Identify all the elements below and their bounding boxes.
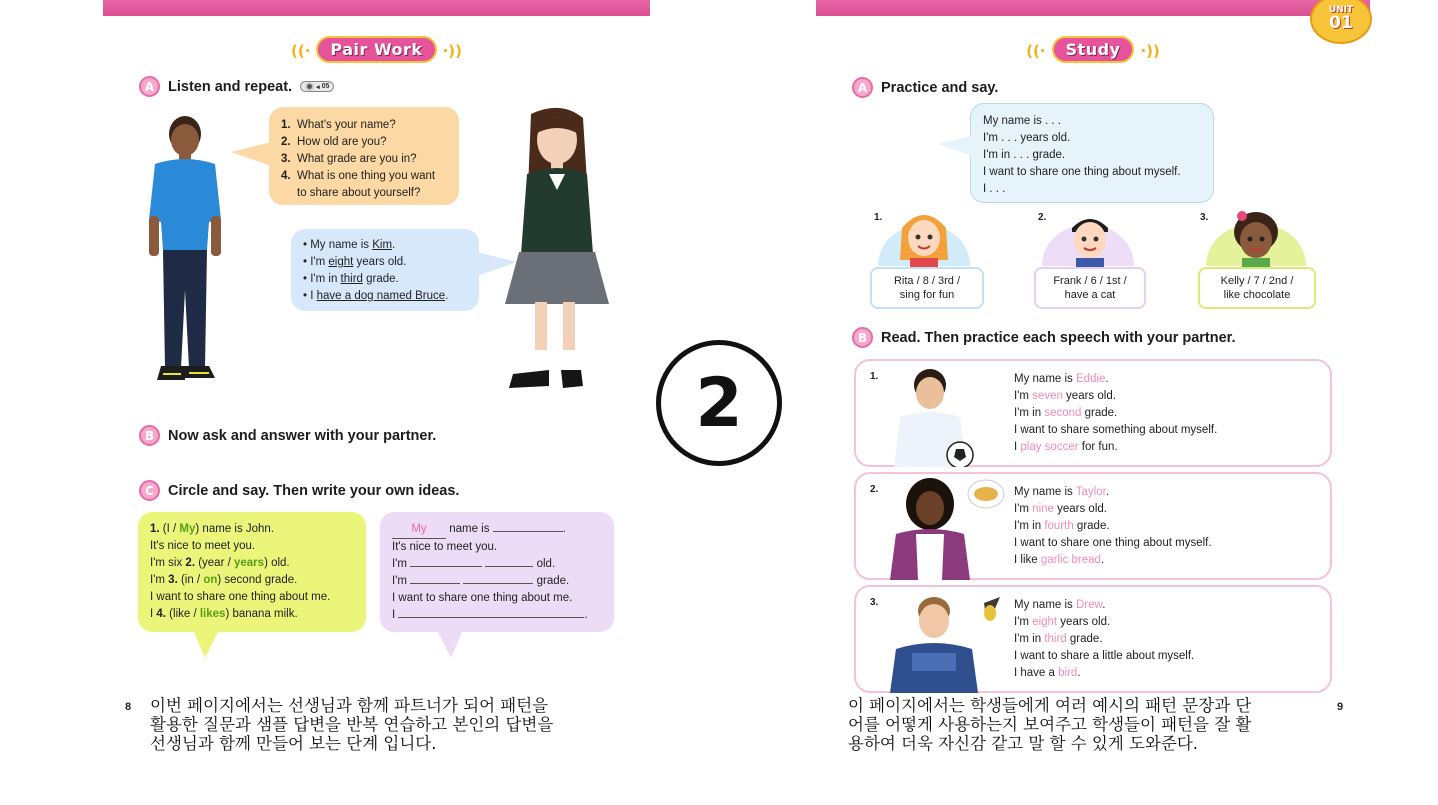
exercise-line: It's nice to meet you.: [150, 540, 256, 552]
section-letter: B: [139, 425, 160, 446]
question-item: 1. What's your name?: [281, 119, 396, 131]
section-letter: C: [139, 480, 160, 501]
korean-note-left: 이번 페이지에서는 선생님과 함께 파트너가 되어 패턴을 활용한 질문과 샘플 답변을 반복 연습하고 본인의 답변을 선생님과 함께 만들어 보는 단계 입니다.: [150, 696, 554, 753]
study-banner: [816, 36, 1370, 63]
speech-number: 2.: [870, 484, 879, 495]
answer-line: • My name is Kim.: [303, 239, 396, 251]
speech-text: My name is Taylor. I'm nine years old. I'm in fourth grade. I want to share one thing about myself. I like garlic bread.: [1014, 486, 1212, 566]
section-letter: A: [139, 76, 160, 97]
right-page: [816, 0, 1370, 805]
section-title: Listen and repeat.: [168, 78, 293, 95]
bubble-tail: [938, 136, 972, 156]
card-number: 2.: [1038, 212, 1047, 223]
speech-card-eddie: [854, 359, 1332, 467]
speech-card-drew: [854, 585, 1332, 693]
sound-waves-icon: ((·: [1026, 41, 1046, 60]
exercise-line: I want to share one thing about me.: [392, 592, 573, 604]
page-top-band: [103, 0, 650, 16]
banner-title: Study: [1052, 36, 1135, 63]
exercise-line: It's nice to meet you.: [392, 541, 498, 553]
girl-kelly-illustration: [1228, 208, 1284, 270]
bubble-tail: [437, 630, 463, 658]
cd-icon: [305, 82, 314, 91]
page-number: 9: [1337, 701, 1344, 713]
question-item: 3. What grade are you in?: [281, 153, 417, 165]
boy-frank-illustration: [1062, 208, 1118, 270]
answers-bubble: [291, 229, 479, 311]
section-b-heading: [139, 425, 436, 446]
page-top-band: [816, 0, 1370, 16]
exercise-line: I'm six 2. (year / years) old.: [150, 557, 290, 569]
unit-badge: UNIT 01: [1310, 0, 1372, 44]
sound-waves-icon: ·)): [442, 41, 462, 60]
filled-blank[interactable]: My: [392, 521, 446, 539]
left-page: [103, 0, 650, 805]
circle-exercise-box: [138, 512, 366, 632]
section-title: Circle and say. Then write your own ideas.: [168, 482, 460, 499]
info-card: Frank / 6 / 1st / have a cat: [1034, 267, 1146, 309]
write-exercise-box: [380, 512, 614, 632]
exercise-line: I'm grade.: [392, 575, 570, 587]
section-a-heading: [139, 76, 334, 97]
question-item: 2. How old are you?: [281, 136, 387, 148]
pattern-line: I want to share one thing about myself.: [983, 166, 1181, 178]
exercise-line: I 4. (like / likes) banana milk.: [150, 608, 298, 620]
bubble-tail: [231, 142, 271, 166]
girl-rita-illustration: [896, 208, 952, 270]
info-card: Rita / 8 / 3rd / sing for fun: [870, 267, 984, 309]
section-title: Now ask and answer with your partner.: [168, 427, 437, 444]
questions-list: [281, 117, 447, 202]
boy-eddie-photo: [886, 363, 982, 467]
exercise-line: I'm old.: [392, 558, 556, 570]
blank-field[interactable]: [410, 583, 460, 584]
blank-field[interactable]: [398, 617, 584, 618]
banner-title: Pair Work: [316, 36, 436, 63]
questions-bubble: [269, 107, 459, 205]
blank-field[interactable]: [493, 531, 563, 532]
pattern-line: My name is . . .: [983, 115, 1061, 127]
card-number: 3.: [1200, 212, 1209, 223]
section-b-heading: [852, 327, 1236, 348]
exercise-line: 1. (I / My) name is John.: [150, 523, 275, 535]
sound-waves-icon: ·)): [1140, 41, 1160, 60]
pair-work-banner: [103, 36, 650, 63]
girl-photo: [491, 104, 621, 396]
answer-line: • I'm eight years old.: [303, 256, 407, 268]
section-title: Read. Then practice each speech with your partner.: [881, 329, 1236, 346]
section-a-heading: [852, 77, 998, 98]
blank-field[interactable]: [410, 566, 482, 567]
step-number-marker: 2: [656, 340, 782, 466]
answer-line: • I'm in third grade.: [303, 273, 399, 285]
pattern-line: I'm . . . years old.: [983, 132, 1071, 144]
speech-card-taylor: [854, 472, 1332, 580]
exercise-line: I .: [392, 609, 588, 621]
pattern-line: I . . .: [983, 183, 1006, 195]
sound-waves-icon: ((·: [291, 41, 311, 60]
exercise-line: I want to share one thing about me.: [150, 591, 331, 603]
section-title: Practice and say.: [881, 79, 999, 96]
speech-text: My name is Drew. I'm eight years old. I'm in third grade. I want to share a little about myself. I have a bird.: [1014, 599, 1195, 679]
audio-track-icon[interactable]: ◂ 05: [300, 81, 334, 92]
answer-line: • I have a dog named Bruce.: [303, 290, 449, 302]
boy-drew-photo: [882, 589, 1008, 693]
page-number: 8: [125, 701, 132, 713]
section-letter: A: [852, 77, 873, 98]
exercise-line: My name is .: [392, 521, 602, 539]
bubble-tail: [193, 630, 219, 658]
boy-photo: [133, 110, 233, 395]
blank-field[interactable]: [485, 566, 533, 567]
speech-number: 1.: [870, 371, 879, 382]
info-card: Kelly / 7 / 2nd / like chocolate: [1198, 267, 1316, 309]
section-c-heading: [139, 480, 459, 501]
pattern-bubble: [970, 103, 1214, 203]
question-item: 4. What is one thing you want to share about yourself?: [281, 170, 436, 199]
section-letter: B: [852, 327, 873, 348]
speech-number: 3.: [870, 597, 879, 608]
pattern-line: I'm in . . . grade.: [983, 149, 1066, 161]
card-number: 1.: [874, 212, 883, 223]
speech-text: My name is Eddie. I'm seven years old. I'm in second grade. I want to share something about myself. I play soccer for fun.: [1014, 373, 1218, 453]
korean-note-right: 이 페이지에서는 학생들에게 여러 예시의 패턴 문장과 단 어를 어떻게 사용하는지 보여주고 학생들이 패턴을 잘 활 용하여 더욱 자신감 같고 말 할 수 있게 도와준다.: [848, 696, 1252, 753]
blank-field[interactable]: [463, 583, 533, 584]
exercise-line: I'm 3. (in / on) second grade.: [150, 574, 298, 586]
girl-taylor-photo: [886, 474, 1006, 580]
